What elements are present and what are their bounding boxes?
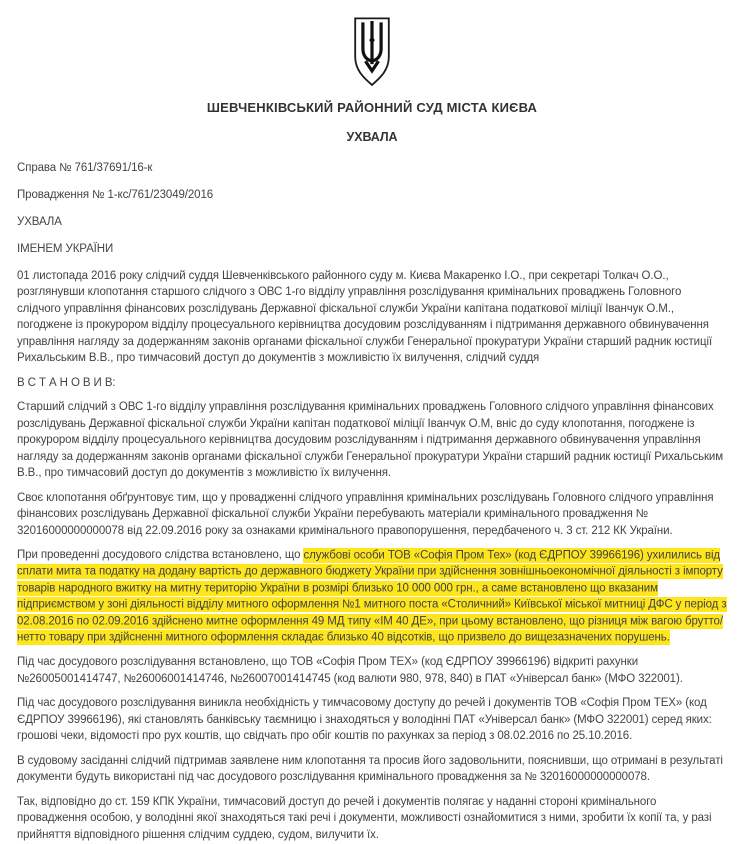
in-the-name-of-ukraine: ІМЕНЕМ УКРАЇНИ xyxy=(17,242,114,255)
proceeding-number: Провадження № 1-кс/761/23049/2016 xyxy=(17,188,214,201)
ukraine-coat-of-arms-icon xyxy=(351,79,393,91)
intro-paragraph: 01 листопада 2016 року слідчий суддя Шевченківського районного суду м. Києва Макаренко І.О., при секретарі Толкач О.О., розглянувши клопотання старшого слідчого з ОВС 1-го відділу управління розслідування кримінальних проваджень Головного слідчого управління фінансових розслідувань Державної фіскальної служби України капітана податкової міліції Іванчук О.М., погоджене із прокурором відділу процесуального керівництва досудовим розслідуванням і підтримання державного обвинувачення управління нагляду за додержанням законів органами фіскальної служби Генеральної прокуратури України старший радник юстиції Рихальським В.В., про тимчасовий доступ до документів з можливістю їх вилучення, слідчий суддя xyxy=(17,269,713,364)
legal-basis-paragraph: Так, відповідно до ст. 159 КПК України, тимчасовий доступ до речей і документів полягає у наданні стороні кримінального провадження особою, у володінні якої знаходяться такі речі і документи, можливості ознайомитися з ними, зробити їх копії та, у разі прийняття відповідного рішення слідчим суддею, судом, вилучити їх. xyxy=(17,795,712,841)
court-name: ШЕВЧЕНКІВСЬКИЙ РАЙОННИЙ СУД МІСТА КИЄВА xyxy=(206,99,538,115)
findings-prefix-text: При проведенні досудового слідства встановлено, що xyxy=(17,549,304,561)
grounds-paragraph: Своє клопотання обґрунтовує тим, що у провадженні слідчого управління кримінальних розслідувань Головного слідчого управління фінансових розслідувань Державної фіскальної служби України перебувають матеріали кримінального провадження № 32016000000000078 від 22.09.2016 року за ознаками кримінального правопорушення, передбаченого ч. 3 ст. 212 КК України. xyxy=(17,491,714,537)
access-need-paragraph: Під час досудового розслідування виникла необхідність у тимчасовому доступу до речей і документів ТОВ «Софія Пром ТЕХ» (код ЄДРПОУ 39966196), які становлять банківську таємницю і знаходяться у володінні ПАТ «Універсал банк» (МФО 322001) серед яких: грошові чеки, відомості про рух коштів, що свідчать про обіг коштів по рахунках за період з 08.02.2016 по 25.10.2016. xyxy=(17,697,712,742)
emblem-container xyxy=(17,16,727,94)
findings-paragraph xyxy=(17,547,727,646)
case-number: Справа № 761/37691/16-к xyxy=(17,161,153,174)
document-type-heading: УХВАЛА xyxy=(346,130,398,144)
petition-paragraph: Старший слідчий з ОВС 1-го відділу управління розслідування кримінальних проваджень Головного слідчого управління фінансових розслідувань Державної фіскальної служби України капітан податкової міліції Іванчук О.М, вніс до суду клопотання, погоджене із прокурором відділу процесуального керівництва досудовим розслідуванням і підтримання державного обвинувачення управління нагляду за додержанням законів органами фіскальної служби Генеральної прокуратури України старший радник юстиції Рихальським В.В., про тимчасовий доступ до документів з можливістю їх вилучення. xyxy=(17,401,724,479)
hearing-paragraph: В судовому засіданні слідчий підтримав заявлене ним клопотання та просив його задовольнити, пояснивши, що отримані в результаті документи будуть використані під час досудового розслідування кримінального провадження за № 32016000000000078. xyxy=(17,754,723,783)
established-heading: В С Т А Н О В И В: xyxy=(17,376,116,389)
ruling-word: УХВАЛА xyxy=(17,215,62,228)
bank-accounts-paragraph: Під час досудового розслідування встановлено, що ТОВ «Софія Пром ТЕХ» (код ЄДРПОУ 39966196) відкриті рахунки №26005001414747, №26006001414746, №26007001414745 (код валюти 980, 978, 840) в ПАТ «Універсал банк» (МФО 322001). xyxy=(17,656,683,685)
highlighted-findings-text: службові особи ТОВ «Софія Пром Тех» (код ЄДРПОУ 39966196) ухилились від сплати мита та податку на додану вартість до державного бюджету України при здійснення зовнішньоекономічної діяльності з імпорту товарів народного вжитку на митну територію України в розмірі близько 10 000 000 грн., а саме встановлено що вказаним підприємством у зоні діяльності відділу митного оформлення №1 митного поста «Столичний» Київської міської митниці ДФС у період з 02.08.2016 по 02.09.2016 здійснено митне оформлення 49 МД типу «ІМ 40 ДЕ», при цьому встановлено, що різниця між вагою брутто/нетто товару при здійсненні митного оформлення складає близько 40 відсотків, що призвело до вищезазначених порушень. xyxy=(17,549,727,644)
